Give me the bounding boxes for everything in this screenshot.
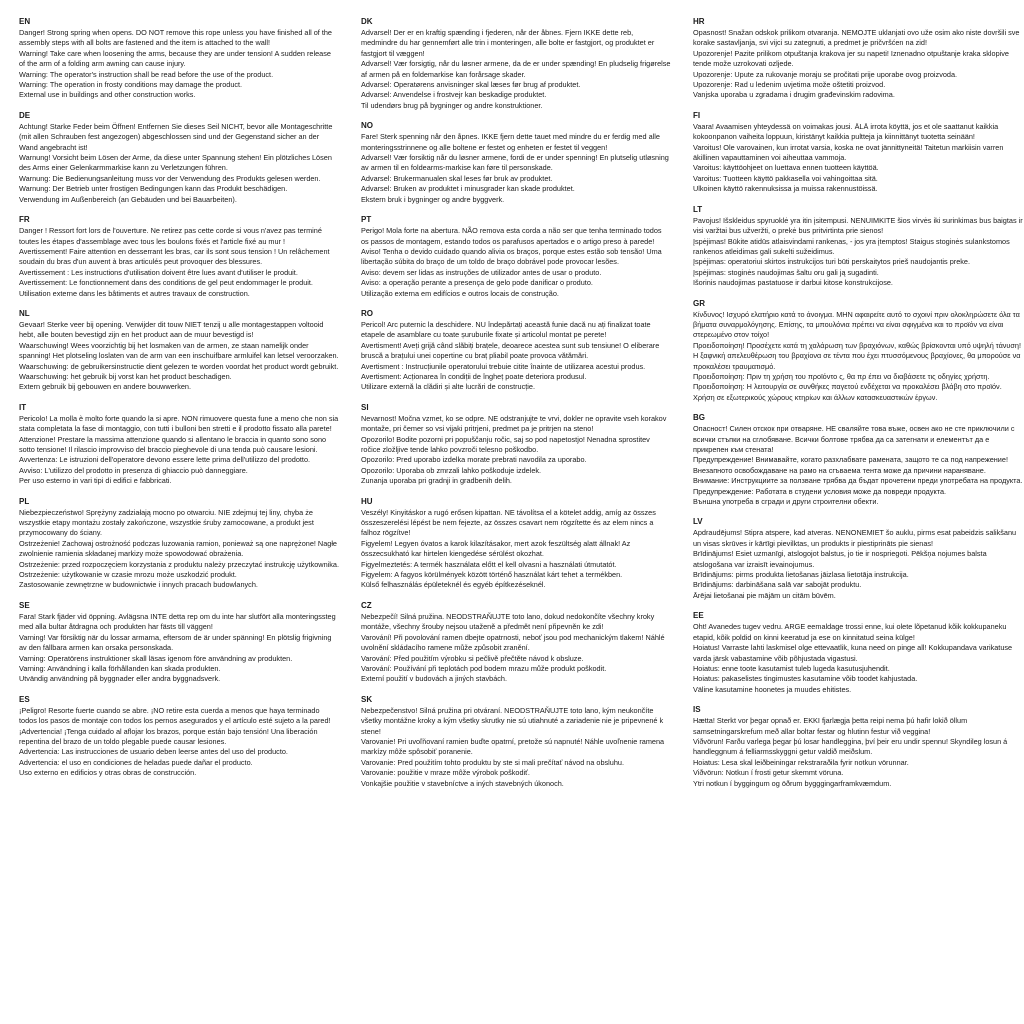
language-code: EE	[693, 611, 704, 621]
language-section-en	[19, 17, 339, 101]
warning-line: Verwendung im Außenbereich (an Gebäuden und bei Bauarbeiten).	[19, 194, 237, 204]
warning-line: Hoiatus: pakaselistes tingimustes kasutamine võib toodet kahjustada.	[693, 674, 918, 684]
warning-line: Externí použití v budovách a jiných stavbách.	[361, 674, 508, 684]
warning-line: Προειδοποίηση: Η λειτουργία σε συνθήκες παγετού ενδέχεται να προκαλέσει βλάβη στο προϊόν.	[693, 382, 1002, 392]
language-section-sk	[361, 695, 671, 789]
warning-line: Varning: Användning i kalla förhållanden kan skada produkten.	[19, 663, 221, 673]
warning-line: Uso externo en edificios y otras obras de construcción.	[19, 768, 197, 778]
warning-line: Avvertenza: Le istruzioni dell'operatore devono essere lette prima dell'utilizzo del prodotto.	[19, 455, 311, 465]
language-section-bg	[693, 413, 1023, 507]
language-section-no	[361, 121, 671, 205]
warning-line: Ulkoinen käyttö rakennuksissa ja muissa rakennustöissä.	[693, 184, 878, 194]
warning-line: Advertencia: Las instrucciones de usuario deben leerse antes del uso del producto.	[19, 747, 288, 757]
language-code: EN	[19, 17, 31, 26]
warning-line: ¡Advertencia! ¡Tenga cuidado al aflojar los brazos, porque están bajo tensión! Una liberación repentina del brazo de un toldo plegable puede causar lesiones.	[19, 726, 318, 746]
warning-line: Til udendørs brug på bygninger og andre konstruktioner.	[361, 100, 543, 110]
warning-line: Brīdinājums! Esiet uzmanīgi, atslogojot balstus, jo tie ir nospriegoti. Pēkšņa nojumes balsta atslogošana var izraisīt ievainojumus.	[693, 549, 987, 569]
warning-line: Warnung! Vorsicht beim Lösen der Arme, da diese unter Spannung stehen! Ein plötzliches Lösen des Arms einer Gelenkarmmarkise kann zu Verletzungen führen.	[19, 153, 332, 173]
column-3	[683, 17, 1023, 1024]
warning-line: Gevaar! Sterke veer bij opening. Verwijder dit touw NIET tenzij u alle montagestappen voltooid hebt, alle bouten bevestigd zijn en het product aan de muur bevestigd is!	[19, 319, 324, 340]
language-code: NL	[19, 308, 30, 318]
warning-line: Advarsel: Operatørens anvisninger skal læses før brug af produktet.	[361, 80, 581, 90]
warning-line: Ostrzeżenie: przed rozpoczęciem korzystania z produktu należy przeczytać instrukcję użytkownika.	[19, 559, 339, 569]
warning-line: Advarsel: Brukermanualen skal leses før bruk av produktet.	[361, 173, 553, 183]
warning-line: Avertisment! Aveți grijă când slăbiți brațele, deoarece acestea sunt sub tensiune! O eliberare bruscă a brațului unei copertine cu braț pliabil poate provoca vătămări.	[361, 340, 660, 361]
language-code: RO	[361, 308, 373, 318]
warning-line: Advarsel: Anvendelse i frostvejr kan beskadige produktet.	[361, 90, 547, 100]
warning-line: Viðvörun: Notkun í frosti getur skemmt vöruna.	[693, 768, 844, 778]
warning-line: Hoiatus: Lesa skal leiðbeiningar rekstraraðila fyrir notkun vörunnar.	[693, 757, 909, 767]
language-code: CZ	[361, 600, 372, 610]
language-section-es	[19, 695, 339, 779]
language-section-dk	[361, 17, 671, 111]
warning-line: Vonkajšie použitie v stavebníctve a iných stavebných úkonoch.	[361, 778, 564, 788]
warning-line: Waarschuwing! Wees voorzichtig bij het losmaken van de armen, ze staan namelijk onder spanning! Het plotseling loslaten van de arm van een inschuifbare armluifel kan letsel veroorzaken.	[19, 340, 339, 361]
warning-line: Varoitus: Tuotteen käyttö pakkasella voi vahingoittaa sitä.	[693, 173, 878, 183]
language-section-se	[19, 601, 339, 685]
warning-line: Varování: Před použitím výrobku si pečlivě přečtěte návod k obsluze.	[361, 653, 584, 663]
warning-line: Išorinis naudojimas pastatuose ir darbui kitose konstrukcijose.	[693, 278, 893, 288]
warning-line: Външна употреба в сгради и други строителни обекти.	[693, 497, 879, 507]
warning-line: Avertissement! Faire attention en desserrant les bras, car ils sont sous tension ! Un relâchement soudain du bras d'un auvent à bras articulés peut provoquer des blessures.	[19, 246, 330, 267]
warning-line: Опасност! Силен отскок при отваряне. НЕ сваляйте това въже, освен ако не сте приключили с всички стъпки на сглобяване. Всички болтове трябва да са затегнати и елементът да е прикрепен към стената!	[693, 424, 1015, 454]
warning-line: Opasnost! Snažan odskok prilikom otvaranja. NEMOJTE uklanjati ovo uže osim ako niste dovršili sve korake sastavljanja, svi vijci su zategnuti, a predmet je pričvršćen na zid!	[693, 28, 1020, 48]
warning-line: Zunanja uporaba pri gradnji in gradbenih delih.	[361, 476, 512, 486]
warning-line: Warnung: Die Bedienungsanleitung muss vor der Verwendung des Produkts gelesen werden.	[19, 173, 321, 183]
warning-line: Utilizare externă la clădiri și alte lucrări de construcție.	[361, 382, 535, 392]
warning-line: Įspėjimas: stoginės naudojimas šaltu oru gali ją sugadinti.	[693, 267, 879, 277]
warning-line: Avertisment: Acționarea în condiții de îngheț poate deteriora produsul.	[361, 371, 587, 381]
warning-line: Figyelem! Legyen óvatos a karok kilazításakor, mert azok feszültség alatt állnak! Az összecsukható kar hirtelen kiengedése sérülést okozhat.	[361, 538, 631, 559]
language-section-gr	[693, 299, 1023, 404]
warning-line: Advarsel: Bruken av produktet i minusgrader kan skade produktet.	[361, 184, 575, 194]
warning-line: Advertencia: el uso en condiciones de heladas puede dañar el producto.	[19, 757, 253, 767]
language-section-cz	[361, 601, 671, 685]
warning-line: Ostrzeżenie: użytkowanie w czasie mrozu może uszkodzić produkt.	[19, 570, 237, 580]
language-section-si	[361, 403, 671, 487]
warning-line: Upozorenje: Upute za rukovanje moraju se pročitati prije uporabe ovog proizvoda.	[693, 69, 958, 79]
language-section-lt	[693, 205, 1023, 289]
warning-line: Perigo! Mola forte na abertura. NÃO remova esta corda a não ser que tenha terminado todos os passos de montagem, estando todos os parafusos apertados e o artigo preso à parede!	[361, 226, 662, 246]
warning-line: Oht! Avanedes tugev vedru. ARGE eemaldage trossi enne, kui olete lõpetanud kõik kokkupaneku etapid, kõik poldid on kinni keeratud ja ese on kinnitatud seina külge!	[693, 622, 1007, 642]
warning-line: Brīdinājums: darbināšana salā var sabojāt produktu.	[693, 580, 862, 590]
language-section-it	[19, 403, 339, 487]
warning-line: Hætta! Sterkt vor þegar opnað er. EKKI fjarlægja þetta reipi nema þú hafir lokið öllum samsetningarskrefum með allar boltar festar og hlutinn festur við veggina!	[693, 716, 968, 736]
warning-line: Veszély! Kinyitáskor a rugó erősen kipattan. NE távolítsa el a kötelet addig, amíg az összes összeszerelési lépést be nem fejezte, az összes csavart nem rögzítette és az elem nincs a falhoz rögzítve!	[361, 507, 656, 538]
warning-line: Warning! Take care when loosening the arms, because they are under tension! A sudden release of the arm of a folding arm awning can cause injury.	[19, 48, 331, 69]
warning-line: Ostrzeżenie! Zachowaj ostrożność podczas luzowania ramion, ponieważ są one naprężone! Nagłe zwolnienie ramienia składanej markizy może spowodować obrażenia.	[19, 538, 337, 559]
language-code: HU	[361, 496, 373, 506]
warning-line: Danger ! Ressort fort lors de l'ouverture. Ne retirez pas cette corde si vous n'avez pas terminé toutes les étapes d'assemblage avec tous les boulons fixés et l'article fixé au mur !	[19, 226, 322, 246]
warning-line: Varoitus! Ole varovainen, kun irrotat varsia, koska ne ovat jännittyneitä! Taitetun markiisin varren äkillinen vapauttaminen voi aiheuttaa vammoja.	[693, 142, 1004, 163]
language-section-de	[19, 111, 339, 205]
language-section-pt	[361, 215, 671, 299]
warning-line: Extern gebruik bij gebouwen en andere bouwwerken.	[19, 382, 191, 392]
warning-line: Waarschuwing: het gebruik bij vorst kan het product beschadigen.	[19, 371, 232, 381]
warning-line: Įspėjimas: operatoriui skirtos instrukcijos turi būti perskaitytos prieš naudojantis preke.	[693, 257, 970, 267]
warning-line: Ekstern bruk i bygninger og andre byggverk.	[361, 194, 505, 204]
warning-line: Achtung! Starke Feder beim Öffnen! Entfernen Sie dieses Seil NICHT, bevor alle Montageschritte (mit allen Schrauben fest angezogen) abgeschlossen sind und der Gegenstand sicher an der Wand angebracht ist!	[19, 121, 333, 152]
warning-line: Waarschuwing: de gebruikersinstructie dient gelezen te worden voordat het product wordt gebruikt.	[19, 361, 339, 371]
language-section-is	[693, 705, 1023, 789]
warning-line: Varning! Var försiktig när du lossar armarna, eftersom de är under spänning! En plötslig frigivning av den fällbara armen kan orsaka personskada.	[19, 632, 332, 653]
warning-line: Opozorilo: Uporaba ob zmrzali lahko poškoduje izdelek.	[361, 465, 542, 475]
warning-line: Advarsel! Vær forsigtig, når du løsner armene, da de er under spænding! En pludselig frigørelse af armen på en foldemarkise kan forårsage skader.	[361, 59, 671, 79]
warning-line: Внимание: Инструкциите за ползване трябва да бъдат прочетени преди употребата на продукта.	[693, 476, 1023, 486]
warning-line: Külső felhasználás épületeknél és egyéb építkezéseknél.	[361, 580, 546, 590]
warning-line: Hoiatus! Varraste lahti laskmisel olge ettevaatlik, kuna need on pinge all! Kokkupandava varikatuse varda järsk vabastamine võib põhjustada vigastusi.	[693, 643, 1013, 663]
warning-line: Varování: Používání při teplotách pod bodem mrazu může produkt poškodit.	[361, 663, 607, 673]
warning-line: Aviso: devem ser lidas as instruções de utilizador antes de usar o produto.	[361, 267, 602, 277]
warning-line: Opozorilo! Bodite pozorni pri popuščanju ročic, saj so pod napetostjo! Nenadna sprostitev ročice zložljive tende lahko povzroči telesno poškodbo.	[361, 434, 650, 454]
warning-line: Figyelem: A fagyos körülmények között történő használat kárt tehet a termékben.	[361, 570, 623, 580]
language-code: PL	[19, 496, 30, 506]
warning-line: Χρήση σε εξωτερικούς χώρους κτηρίων και άλλων κατασκευαστικών έργων.	[693, 392, 938, 402]
language-code: LT	[693, 204, 703, 214]
language-code: LV	[693, 517, 703, 527]
warning-line: Warning: The operator's instruction shall be read before the use of the product.	[19, 69, 274, 79]
warning-line: Brīdinājums: pirms produkta lietošanas jāizlasa lietotāja instrukcija.	[693, 570, 909, 580]
warning-line: Avertissement : Les instructions d'utilisation doivent être lues avant d'utiliser le produit.	[19, 267, 298, 277]
language-section-nl	[19, 309, 339, 393]
language-code: FR	[19, 215, 30, 225]
warning-line: Pericol! Arc puternic la deschidere. NU îndepărtați această funie dacă nu ați finalizat toate etapele de asamblare cu toate șuruburile fixate și articolul montat pe perete!	[361, 319, 651, 340]
warning-line: Viðvörun! Farðu varlega þegar þú losar handleggina, því þeir eru undir spennu! Skyndileg losun á handleggnum á felliarmsskyggni getur valdið meiðslum.	[693, 736, 1008, 757]
language-section-pl	[19, 497, 339, 591]
warning-line: Pavojus! Išskleidus spyruoklė yra itin įsitempusi. NENUIMKITE šios virvės iki surinkimas bus baigtas ir visi varžtai bus užveržti, o prekė bus pritvirtinta prie sienos!	[693, 215, 1023, 236]
warning-line: Vanjska uporaba u zgradama i drugim građevinskim radovima.	[693, 90, 895, 100]
language-code: BG	[693, 413, 705, 423]
warning-line: Varoitus: käyttöohjeet on luettava ennen tuotteen käyttöä.	[693, 163, 879, 173]
warning-line: External use in buildings and other construction works.	[19, 90, 196, 100]
warning-line: Fara! Stark fjäder vid öppning. Avlägsna INTE detta rep om du inte har slutfört alla monteringssteg med alla bultar åtdragna och produkten har fästs till väggen!	[19, 611, 336, 632]
warning-line: Utilisation externe dans les bâtiments et autres travaux de construction.	[19, 288, 250, 298]
warning-line: Opozorilo: Pred uporabo izdelka morate prebrati navodila za uporabo.	[361, 455, 587, 465]
warning-line: Ārējai lietošanai pie mājām un citām būvēm.	[693, 590, 836, 600]
language-code: DK	[361, 17, 373, 26]
column-2	[351, 17, 671, 1024]
language-code: SK	[361, 694, 373, 704]
language-code: IT	[19, 402, 27, 412]
language-section-fi	[693, 111, 1023, 195]
column-1	[19, 17, 339, 1024]
warning-line: Nevarnost! Močna vzmet, ko se odpre. NE odstranjujte te vrvi, dokler ne opravite vseh korakov montaže, pri čemer so vsi vijaki pritrjeni, predmet pa je pritrjen na steno!	[361, 413, 667, 434]
warning-line: Varovanie: Pred použitím tohto produktu by ste si mali prečítať návod na obsluhu.	[361, 757, 625, 767]
warning-line: ¡Peligro! Resorte fuerte cuando se abre. ¡NO retire esta cuerda a menos que haya terminado todos los pasos de montaje con todos los pernos asegurados y el artículo esté sujeto a la pared!	[19, 705, 331, 726]
warning-line: Advarsel! Der er en kraftig spænding i fjederen, når der åbnes. Fjern IKKE dette reb, medmindre du har gennemført alle trin i monteringen, alle bolte er fastgjort, og produktet er fastgjort til væggen!	[361, 28, 655, 58]
warning-line: Įspėjimas! Būkite atidūs atlaisvindami rankenas, - jos yra įtemptos! Staigus stoginės sulankstomos rankenos atleidimas gali sukelti sužeidimus.	[693, 236, 1010, 256]
language-code: ES	[19, 694, 30, 704]
warning-line: Nebezpečenstvo! Silná pružina pri otváraní. NEODSTRAŇUJTE toto lano, kým neukončíte všetky montážne kroky a kým všetky skrutky nie sú utiahnuté a zariadenie nie je pripevnené k stene!	[361, 705, 664, 736]
language-section-hr	[693, 17, 1023, 101]
warning-line: Hoiatus: enne toote kasutamist tuleb lugeda kasutusjuhendit.	[693, 663, 890, 673]
warning-line: Warning: The operation in frosty conditions may damage the product.	[19, 80, 243, 90]
warning-line: Aviso! Tenha o devido cuidado quando alivia os braços, porque estes estão sob tensão! Uma libertação súbita do braço de um toldo de braço dobrável pode provocar lesões.	[361, 246, 662, 267]
language-code: SE	[19, 600, 30, 610]
warning-line: Advarsel! Vær forsiktig når du løsner armene, fordi de er under spenning! En plutselig utløsning av armen til en foldearms-markise kan føre til personskade.	[361, 153, 669, 173]
warning-line: Upozorenje! Pazite prilikom otpuštanja krakova jer su napeti! Iznenadno otpuštanje kraka sklopive tende može uzrokovati ozljede.	[693, 48, 1009, 69]
warning-line: Danger! Strong spring when opens. DO NOT remove this rope unless you have finished all of the assembly steps with all bolts are fastened and the item is attached to the wall!	[19, 28, 332, 48]
warning-line: Avertisment : Instrucțiunile operatorului trebuie citite înainte de utilizarea acestui produs.	[361, 361, 646, 371]
language-section-hu	[361, 497, 671, 591]
warning-line: Pericolo! La molla è molto forte quando la si apre. NON rimuovere questa fune a meno che non sia stata completata la fase di montaggio, con tutti i bulloni ben stretti e il prodotto fissato alla parete!	[19, 413, 339, 434]
warning-line: Avviso: L'utilizzo del prodotto in presenza di ghiaccio può danneggiare.	[19, 465, 248, 475]
warning-line: Väline kasutamine hoonetes ja muudes ehitistes.	[693, 684, 852, 694]
warning-line: Προειδοποίηση: Πριν τη χρήση του προϊόντο ς, θα πρ έπει να διαβάσετε τις οδηγίες χρήστη.	[693, 371, 990, 381]
language-section-lv	[693, 517, 1023, 601]
language-section-ee	[693, 611, 1023, 695]
warning-line: Ytri notkun í byggingum og öðrum bygggingarframkvæmdum.	[693, 778, 892, 788]
warning-line: Κίνδυνος! Ισχυρό ελατήριο κατά το άνοιγμα. ΜΗΝ αφαιρείτε αυτό το σχοινί πριν ολοκληρώσετε όλα τα βήματα συναρμολόγησης. Επίσης, τα μπουλόνια πρέπει να είναι σφιγμένα και το προϊόν να είναι στερεωμένο στον τοίχο!	[693, 309, 1020, 340]
warning-line: Avertissement: Le fonctionnement dans des conditions de gel peut endommager le produit.	[19, 278, 313, 288]
warning-line: Zastosowanie zewnętrzne w budownictwie i innych pracach budowlanych.	[19, 580, 258, 590]
warning-line: Apdraudējums! Stipra atspere, kad atveras. NENONEMIET šo auklu, pirms esat pabeidzis salikšanu un visas skrūves ir kārtīgi pievilktas, un produkts ir piestiprināts pie sienas!	[693, 528, 1017, 548]
warning-line: Предупреждение! Внимавайте, когато разхлабвате рамената, защото те са под напрежение! Внезапното освобождаване на рамо на сгъваема тента може да причини нараняване.	[693, 455, 1008, 475]
warning-line: Warnung: Der Betrieb unter frostigen Bedingungen kann das Produkt beschädigen.	[19, 184, 288, 194]
warning-line: Προειδοποίηση! Προσέχετε κατά τη χαλάρωση των βραχιόνων, καθώς βρίσκονται υπό υψηλή τάνυση! Η ξαφνική απελευθέρωση του βραχίονα σε τέντα που έχει πτυσσόμενους βραχίονες, θα μπορούσε να προκαλέσει τραυματισμό.	[693, 340, 1022, 371]
warning-line: Nebezpečí! Silná pružina. NEODSTRAŇUJTE toto lano, dokud nedokončíte všechny kroky montáže, všechny šrouby nejsou utaženě a předmět není připevněn ke zdi!	[361, 611, 655, 632]
warning-line: Varování! Při povolování ramen dbejte opatrnosti, neboť jsou pod mechanickým tlakem! Náhlé uvolnění skládacího ramene může způsobit zranění.	[361, 632, 665, 653]
language-code: SI	[361, 402, 369, 412]
warning-line: Niebezpieczeństwo! Sprężyny zadziałają mocno po otwarciu. NIE zdejmuj tej liny, chyba że wszystkie etapy montażu zostały zakończone, wszystkie śruby zamocowane, a produkt jest przymocowany do ściany.	[19, 507, 314, 538]
warning-line: Figyelmeztetés: A termék használata előtt el kell olvasni a használati útmutatót.	[361, 559, 617, 569]
language-section-fr	[19, 215, 339, 299]
language-code: HR	[693, 17, 705, 26]
warning-line: Varovanie: použitie v mraze môže výrobok poškodiť.	[361, 768, 530, 778]
warning-line: Utilização externa em edifícios e outros locais de construção.	[361, 288, 559, 298]
language-code: DE	[19, 110, 31, 120]
language-code: FI	[693, 110, 701, 120]
warning-line: Varning: Operatörens instruktioner skall läsas igenom före användning av produkten.	[19, 653, 293, 663]
language-code: NO	[361, 121, 373, 131]
warning-line: Aviso: a operação perante a presença de gelo pode danificar o produto.	[361, 278, 593, 288]
warning-line: Vaara! Avaamisen yhteydessä on voimakas jousi. ÄLÄ irrota köyttä, jos et ole saattanut kaikkia kokoonpanon vaiheita loppuun, kiristänyt kaikkia pultteja ja kiinnittänyt tuotetta seinään!	[693, 121, 999, 142]
warning-line: Varovanie! Pri uvoľňovaní ramien buďte opatrní, pretože sú napnuté! Náhle uvoľnenie ramena markízy môže spôsobiť poranenie.	[361, 736, 665, 757]
warning-line: Utvändig användning på byggnader eller andra byggnadsverk.	[19, 674, 221, 684]
warning-line: Fare! Sterk spenning når den åpnes. IKKE fjern dette tauet med mindre du er ferdig med alle monteringsstrinnene og alle boltene er festet og enheten er festet til veggen!	[361, 132, 660, 152]
language-code: GR	[693, 298, 705, 308]
language-code: PT	[361, 215, 372, 225]
warning-line: Per uso esterno in vari tipi di edifici e fabbricati.	[19, 476, 172, 486]
warning-line: Upozorenje: Rad u ledenim uvjetima može oštetiti proizvod.	[693, 80, 886, 90]
language-code: IS	[693, 705, 701, 715]
language-section-ro	[361, 309, 671, 393]
warning-line: Attenzione! Prestare la massima attenzione quando si allentano le braccia in quanto sono sono sotto tensione! Il rilascio improvviso del braccio pieghevole di una tenda può causare lesioni.	[19, 434, 327, 454]
warning-line: Предупреждение: Работата в студени условия може да повреди продукта.	[693, 486, 947, 496]
